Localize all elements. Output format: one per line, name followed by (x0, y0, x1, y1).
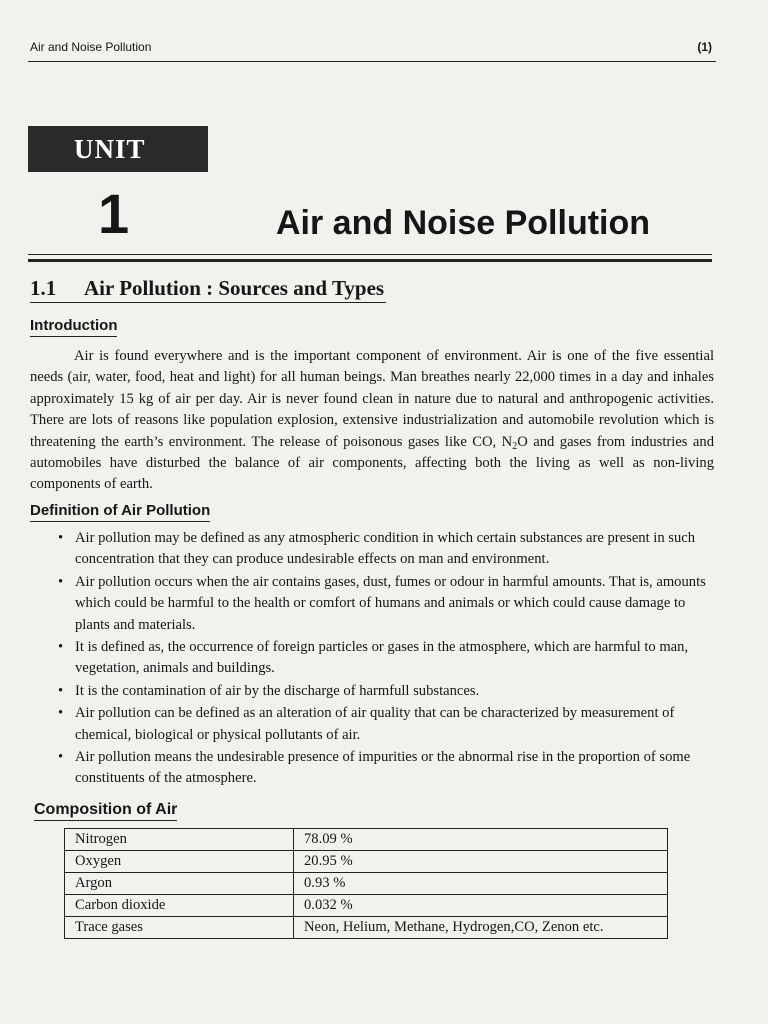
definition-heading: Definition of Air Pollution (30, 501, 210, 522)
gas-name-cell: Trace gases (65, 917, 294, 939)
definition-list (58, 528, 716, 791)
gas-value-cell: 0.93 % (294, 873, 668, 895)
intro-subscript: 2 (512, 440, 518, 452)
section-title: Air Pollution : Sources and Types (84, 276, 385, 300)
gas-name-cell: Oxygen (65, 851, 294, 873)
introduction-heading: Introduction (30, 316, 117, 337)
list-item: • Air pollution means the undesirable presence of impurities or the abnormal rise in the proportion of some constituents of the atmosphere. (58, 747, 716, 790)
running-header-title: Air and Noise Pollution (30, 40, 152, 54)
list-item: • It is the contamination of air by the discharge of harmfull substances. (58, 681, 716, 702)
list-item: • It is defined as, the occurrence of foreign particles or gases in the atmosphere, which are harmful to man, vegetation, animals and buildings. (58, 637, 716, 680)
gas-name-cell: Carbon dioxide (65, 895, 294, 917)
unit-number: 1 (98, 182, 130, 245)
title-divider-thin (28, 254, 712, 255)
list-item: • Air pollution may be defined as any atmospheric condition in which certain substances are present in such concentration that they can produce undesirable effects on man and environment. (58, 528, 716, 571)
introduction-paragraph (30, 346, 714, 496)
gas-value-cell: 78.09 % (294, 829, 668, 851)
intro-text-a: Air is found everywhere and is the important component of environment. Air is one of the five essential needs (air, water, food, heat and light) for all human beings. Man breathes nearly 22,000 times in a day and inhales approximately 15 kg of air per day. Air is never found clean in nature due to natural and anthropogenic activities. There are lots of reasons like population explosion, extensive industrialization and automobile revolution which is threatening the earth’s environment. The release of poisonous gases like CO, N (30, 348, 714, 450)
table-row (65, 873, 668, 895)
title-divider-thick (28, 259, 712, 262)
section-number: 1.1 (30, 276, 57, 300)
table-row (65, 895, 668, 917)
section-heading (30, 274, 386, 303)
intro-text-b: O and gases from industries and automobiles have disturbed the balance of air components, affecting both the living as well as non-living components of earth. (30, 433, 714, 493)
gas-name-cell: Nitrogen (65, 829, 294, 851)
unit-title: Air and Noise Pollution (276, 204, 651, 242)
table-row (65, 917, 668, 939)
gas-name-cell: Argon (65, 873, 294, 895)
unit-label-box (28, 126, 208, 172)
page-number: (1) (697, 40, 712, 54)
list-item: • Air pollution can be defined as an alteration of air quality that can be characterized by measurement of chemical, biological or physical pollutants of air. (58, 703, 716, 746)
gas-value-cell: 20.95 % (294, 851, 668, 873)
unit-label: UNIT (74, 133, 146, 164)
table-row (65, 829, 668, 851)
composition-heading: Composition of Air (34, 800, 177, 821)
list-item: • Air pollution occurs when the air contains gases, dust, fumes or odour in harmful amounts. That is, amounts which could be harmful to the health or comfort of humans and animals or which could cause damage to plants and materials. (58, 572, 716, 636)
gas-value-cell: Neon, Helium, Methane, Hydrogen,CO, Zenon etc. (294, 917, 668, 939)
header-divider (28, 61, 716, 62)
gas-value-cell: 0.032 % (294, 895, 668, 917)
table-row (65, 851, 668, 873)
composition-table (64, 828, 668, 939)
